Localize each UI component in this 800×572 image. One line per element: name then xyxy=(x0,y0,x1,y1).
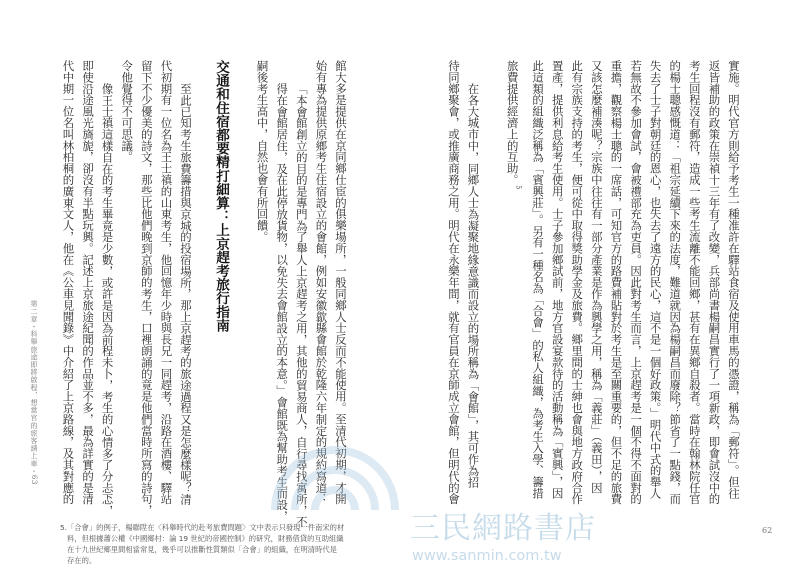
text-column: 館大多是提供在京同鄉仕宦的俱樂場所，一般同鄉人士反而不能使用。至清代初期，才開 xyxy=(334,60,348,505)
text-column: 待同鄉聚會，或推廣商務之用。明代在永樂年間，就有官員在京師成立會館，但明代的會 xyxy=(446,60,461,505)
section-heading: 交通和住宿都要精打細算：上京趕考旅行指南 xyxy=(213,60,229,332)
text-column: 始有專為提供原鄉考生住宿設立的會館，例如安徽歙縣會館於乾隆六年制定的規約寫道： xyxy=(314,60,329,505)
left-page-section-text xyxy=(58,60,195,516)
chapter-title: 第二章・科舉旅途即將啟程，想當官的旅客請上車・ xyxy=(30,300,38,475)
watermark-logo-icon xyxy=(265,440,415,510)
watermark-url: www.sanmin.com.tw xyxy=(412,548,562,564)
text-column: 「本會館創立的目的是專門為了舉人上京趕考之用，其他的貿易商人，自行尋找寓所，不 xyxy=(294,82,309,528)
footnote-line xyxy=(60,522,360,533)
text-column: 至此已知考生旅費籌措與京城的投宿場所，那上京趕考的旅途過程又是怎麼樣呢？清 xyxy=(179,82,193,505)
footnote-number: 5. xyxy=(60,523,67,532)
footnote-reference[interactable]: 5 xyxy=(514,185,522,190)
text-column: 代中期一位名叫林柏桐的廣東文人，他在《公車見聞錄》中介紹了上京路線，及其對應的 xyxy=(61,60,76,505)
text-column: 像王士禛這樣自在的考生畢竟是少數，或許是因為前程未卜，考生的心情多了分忐忑， xyxy=(100,82,115,516)
text-column: 代初期有一位名為王士禛的山東考生，他回憶年少時與長兄一同趕考，沿路在酒樓、驛站 xyxy=(159,60,174,505)
text-column: 考生回程沒有郵符，造成一些考生流離不能回鄉，甚有在異鄉自殺者。當時在翰林院任官 xyxy=(687,60,702,505)
text-column: 此有宗族支持的考生，便可從中取得獎助學金及旅費。鄉里間的士紳也會與地方政府合作 xyxy=(570,60,585,505)
text-column: 得在會館居住，及在此停放貨物，以免失去會館設立的本意。」會館既為幫助考生而設， xyxy=(275,82,290,522)
right-page-body-text xyxy=(443,60,743,505)
text-column: 在各大城市中，同鄉人士為凝聚地緣意識而設立的場所稱為「會館」，其可作為招 xyxy=(466,82,481,488)
running-header xyxy=(29,300,39,485)
page-number: 63 xyxy=(30,474,38,485)
page-number: 62 xyxy=(762,526,773,535)
text-column: 若無故不參加會試，會被禮部充為吏員。因此對考生而言，上京趕考是一個不得不面對的 xyxy=(629,60,644,505)
footnote-line: 存在的。 xyxy=(67,556,97,565)
text-column: 返皆補助的政策在崇禎十三年有了改變，兵部尚書楊嗣昌實行了一項新政，即會試沒中的 xyxy=(707,60,722,505)
text-column: 失去了士子對朝廷的恩心，也失去了遠方的民心，這不是一個好政策。」明代中式的舉人 xyxy=(648,60,663,499)
footnote xyxy=(60,522,360,566)
text-column: 嗣後考生高中，自然也會有所回饋。 xyxy=(255,60,270,243)
watermark-store-name: 三民網路書店 xyxy=(410,511,596,546)
footnote-line: 在十九世紀鄉里間相當常見，幾乎可以推斷性質類似「合會」的組織，在明清時代是 xyxy=(67,545,337,554)
text-column-content: 旅費提供經濟上的互助。 xyxy=(505,60,520,186)
footnote-text: 「合會」的例子，楊聯陞在〈科舉時代的赴考旅費問題〉文中表示只發現一件南宋的材 xyxy=(66,523,345,532)
text-column: 實施。明代官方則給予考生一種准許在驛站食宿及使用車馬的憑證，稱為「郵符」。但往 xyxy=(727,60,741,499)
text-column: 此這類的組織泛稱為「賓興莊」。另有一種名為「合會」的私人組織，為考生入學、籌措 xyxy=(531,60,546,499)
text-column: 留下不少優美的詩文，那些比他們晚到京師的考生，口裡朗誦的竟是他們當時所寫的詩句， xyxy=(139,60,154,516)
text-column xyxy=(502,60,527,505)
footnote-line: 料，但根據蕭公權《中國鄉村：論 19 世紀的帝國控制》的研究，財務借貸的互助組織 xyxy=(67,534,344,543)
paragraph-gap xyxy=(482,60,502,505)
text-column: 置產，提供利息給考生使用。士子參加鄉試前，地方官設宴款待的活動稱為「賓興」，因 xyxy=(550,60,565,499)
text-column: 的楊士聰感慨道：「祖宗延續下來的法度，難道就因為楊嗣昌而廢除？節省了一點錢，而 xyxy=(668,60,683,505)
text-column: 又該怎麼補湊呢？宗族中往往有一部分產業是作為興學之用，稱為「義莊」（義田），因 xyxy=(589,60,604,494)
text-column: 重擔，觀察楊士聰的一席話，可知官方的路費補貼對於考生是至關重要的，但不足的旅費 xyxy=(609,60,624,505)
text-column: 令他覺得不可思議。 xyxy=(120,60,135,163)
text-column: 即使沿途風光旖旎，卻沒有半點玩興。記述上京旅途紀聞的作品並不多，最為詳實的是清 xyxy=(81,60,96,505)
